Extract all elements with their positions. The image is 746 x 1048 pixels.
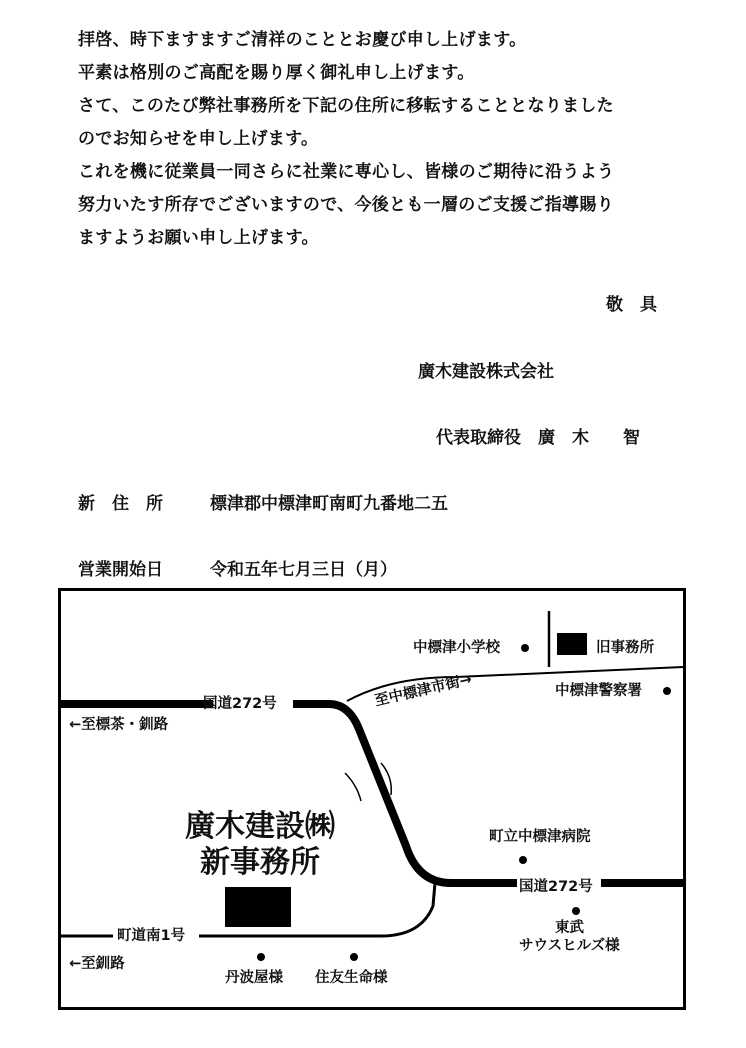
new-address-row [78,489,448,514]
letter-line: ますようお願い申し上げます。 [78,228,319,248]
label-to-kushiro: ←至釧路 [69,956,125,972]
letter-line: のでお知らせを申し上げます。 [78,129,319,149]
representative-name: 代表取締役 廣 木 智 [436,428,640,448]
label-to-shibecha: ←至標茶・釧路 [69,717,169,733]
company-name: 廣木建設株式会社 [418,362,554,382]
river-mark-left [345,773,361,801]
label-sumitomo: 住友生命様 [315,970,388,986]
letter-line: さて、このたび弊社事務所を下記の住所に移転することとなりました [78,96,614,116]
label-hospital: 町立中標津病院 [489,829,591,845]
new-address-label: 新 住 所 [78,494,163,514]
label-police: 中標津警察署 [555,683,642,699]
label-route-east: 国道272号 [519,879,593,895]
label-tobu-1: 東武 [555,920,584,936]
label-route-west: 国道272号 [203,696,277,712]
closing-keigu: 敬 具 [606,295,657,315]
road-route272-curve [329,704,517,883]
location-map [58,588,686,1010]
new-office-title-line2: 新事務所 [200,845,320,880]
letter-body [78,24,668,255]
label-school: 中標津小学校 [413,640,500,656]
letter-line: 拝啓、時下ますますご清祥のこととお慶び申し上げます。 [78,30,527,50]
hospital-dot [519,856,527,864]
tobu-dot [572,907,580,915]
letter-line: 努力いたす所存でございますので、今後とも一層のご支援ご指導賜り [78,195,614,215]
police-dot [663,687,671,695]
start-date-label: 営業開始日 [78,560,163,580]
school-dot [521,644,529,652]
new-office-title [181,809,339,881]
tanbaya-dot [257,953,265,961]
sumitomo-dot [350,953,358,961]
label-town-road: 町道南1号 [117,928,186,944]
label-tobu-2: サウスヒルズ様 [519,938,620,954]
label-to-town: 至中標津市街→ [373,671,474,710]
start-date-row [78,555,397,580]
old-office-marker [557,633,587,655]
label-old-office: 旧事務所 [596,640,654,656]
label-tanbaya: 丹波屋様 [225,970,283,986]
letter-line: これを機に従業員一同さらに社業に専心し、皆様のご期待に沿うよう [78,162,615,182]
new-office-title-line1: 廣木建設㈱ [185,809,335,844]
new-office-marker [225,887,291,927]
new-address-value: 標津郡中標津町南町九番地二五 [210,494,448,514]
start-date-value: 令和五年七月三日（月） [210,560,397,580]
letter-line: 平素は格別のご高配を賜り厚く御礼申し上げます。 [78,63,475,83]
